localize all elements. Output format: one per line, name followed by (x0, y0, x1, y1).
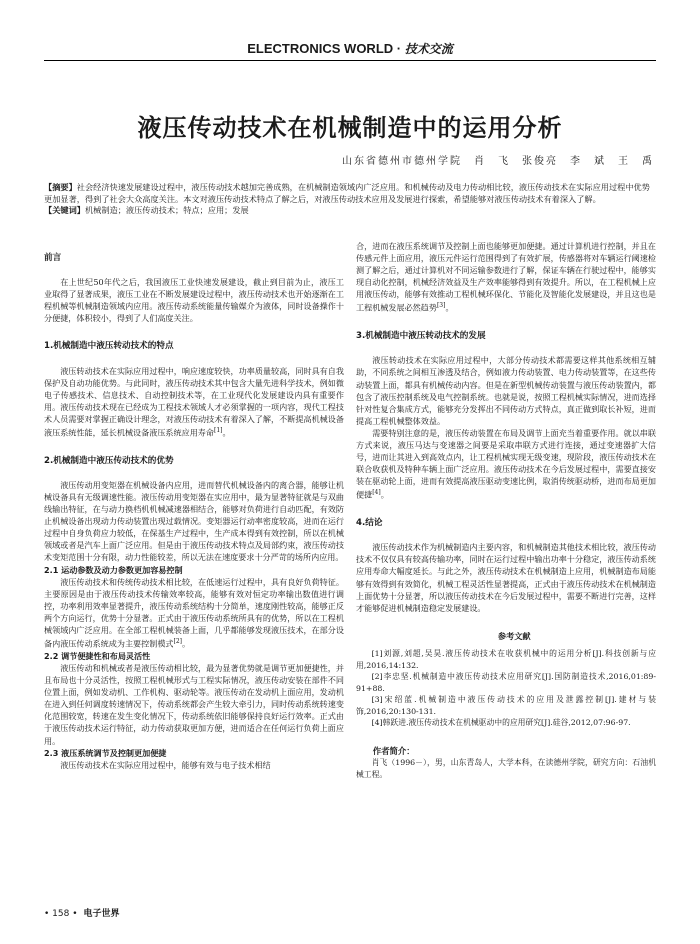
header-rule (44, 60, 656, 61)
section-heading-1: 1.机械制造中液压转动技术的特点 (44, 341, 174, 352)
subsection-heading-2-3: 2.3 液压系统调节及控制更加便捷 (44, 747, 167, 758)
section-heading-4: 4.结论 (356, 518, 383, 529)
citation: [3] (436, 302, 446, 310)
reference-item: [3]宋绍蓝.机械制造中液压传动技术的应用及泄露控制[J].建材与装饰,2016,20:130-131. (356, 695, 656, 716)
author-bio: 肖飞（1996－），男，山东青岛人，大学本科，在读德州学院，研究方向：石油机械工程。 (356, 758, 656, 779)
authors: 山东省德州市德州学院 肖 飞 张俊亮 李 斌 王 禹 (342, 156, 654, 167)
references-title: 参考文献 (497, 630, 531, 641)
paragraph: 液压传动技术和传统传动技术相比较，在低速运行过程中，具有良好负荷特征。主要原因是由于液压传动技术传输效率较高，能够有效对恒定功率输出数值进行调控，功率利用效率显著提升，液压传动系统结构十分简单，速度刚性较高，能够正反两个方向运行，优势十分显著。正式由于液压传动系统所具有的优势，所以在工程机械领域内广泛应用。在全部工程机械装备上面，几乎都能够发现液压技术，在部分设备内液压传动系统成为主要控制模式[2]。 (44, 576, 344, 649)
section-heading-intro: 前言 (44, 253, 62, 263)
reference-item: [4]韩跃进.液压传动技术在机械驱动中的应用研究[J].硅谷,2012,07:96-97. (371, 718, 631, 728)
article-title: 液压传动技术在机械制造中的运用分析 (137, 114, 563, 142)
citation: [2] (173, 638, 183, 646)
abstract (44, 182, 656, 217)
reference-item: [2]李忠坚.机械制造中液压传动技术应用研究[J].国防制造技术,2016,01:89-91+88. (356, 672, 656, 693)
paragraph: 在上世纪50年代之后，我国液压工业快速发展建设，截止到目前为止，液压工业取得了显著成果，液压工业在不断发展建设过程中，液压传动技术也开始逐渐在工程机械等机械制造领域内应用。液压传动系统能量传输媒介为液体，同时设备操作十分便捷，体积较小，得到了人们高度关注。 (44, 277, 344, 324)
reference-item: [1]刘源,刘超,吴昊.液压传动技术在收获机械中的运用分析[J].科技创新与应用,2016,14:132. (356, 648, 656, 670)
section-heading-2: 2.机械制造中液压传动技术的优势 (44, 455, 174, 466)
abstract-body: 社会经济快速发展建设过程中，液压传动技术越加完善成熟，在机械制造领域内广泛应用。和机械传动及电力传动相比较，液压传动技术在实际应用过程中优势更加显著，得到了社会大众高度关注。本文对液压传动技术特点了解之后，对液压传动技术应用及发展进行探索，希望能够对液压传动技术有着深入了解。 (44, 182, 650, 204)
right-column (356, 240, 656, 780)
paragraph: 需要特别注意的是，液压传动装置在布局及调节上面充当着重要作用。就以串联方式来说，液压马达与变速器之间要是采取串联方式进行连接，通过变速器扩大信号，进而让其进入到高效点内，让工程机械实现无级变速，现阶段，液压传动技术在联合收获机及特种车辆上面广泛应用。液压传动技术在今后发展过程中，需要直接安装在驱动轮上面，进而有效提高液压驱动变速比例，取消传统驱动桥，进而布局更加便捷[4]。 (356, 427, 656, 501)
paragraph: 液压转动技术在实际应用过程中，响应速度较快，功率质量较高，同时具有自我保护及自动功能优势。与此同时，液压传动技术其中包含大量先进科学技术，例如微电子传感技术、信息技术、自动控制技术等，在工业现代化发展建设内具有重要作用。液压传动技术现在已经成为工程技术领域人才必须掌握的一项内容，现代工程技术人员需要对掌握正确设计理念，对液压传动技术有着深入了解，不断提高机械设备液压系统性能，延长机械设备液压系统应用寿命[1]。 (44, 365, 344, 438)
section-name: 技术交流 (404, 42, 453, 56)
subsection-heading-2-1: 2.1 运动参数及动力参数更加容易控制 (44, 564, 183, 575)
paragraph: 液压传动技术作为机械制造内主要内容，和机械制造其他技术相比较，液压传动技术不仅仅具有较高传输功率，同时在运行过程中输出功率十分稳定，液压传动系统应用寿命大幅度延长。与此之外，液压传动技术在机械制造上应用，机械制造布局能够有效得到有效简化，机械工程灵活性显著提高，正式由于液压传动技术在机械制造上面优势十分显著，所以液压传动技术在今后发展过程中，需要不断进行完善，这样才能够促进机械制造稳定发展建设。 (356, 542, 656, 613)
citation: [4] (372, 489, 381, 497)
keywords (44, 205, 656, 217)
citation: [1] (213, 427, 223, 435)
subsection-heading-2-2: 2.2 调节便捷性和布局灵活性 (44, 650, 151, 661)
keywords-label: 【关键词】 (44, 205, 85, 216)
page-number: • 158 • (44, 909, 78, 919)
author-bio-title: 作者简介： (372, 746, 415, 757)
page-footer (44, 906, 120, 919)
paragraph: 液压转动技术在实际应用过程中，大部分传动技术都需要这样其他系统相互辅助，不同系统之间相互渗透及结合，例如液力传动装置、电力传动装置等，在这些传动装置上面，都具有机械传动内容。但是在新型机械传动装置与液压传动装置内，都包含了液压控制系统及电气控制系统。也就是说，按照工程机械实际情况，进而选择针对性复合集成方式，能够充分发挥出不同传动方式特点，真正做到取长补短，进而提高工程机械整体效益。 (356, 355, 656, 426)
section-heading-3: 3.机械制造中液压转动技术的发展 (356, 331, 486, 342)
abstract-text (44, 182, 656, 205)
keywords-body: 机械制造；液压传动技术；特点；应用；发展 (84, 205, 249, 216)
journal-name: ELECTRONICS WORLD (247, 41, 394, 56)
publication-name: 电子世界 (83, 909, 120, 919)
journal-header (0, 40, 700, 57)
header-separator: · (393, 41, 405, 56)
paragraph: 液压传动技术在实际应用过程中，能够有效与电子技术相结 (60, 759, 271, 770)
paragraph: 液压传动用变矩器在机械设备内应用，进而替代机械设备内的离合器，能够让机械设备具有无级调速性能。液压传动用变矩器在实应用中，最为显著特征就是与双曲线输出特征，在与动力换档机机械减速器相结合，能够对负荷进行自动匹配，有效防止机械设备出现动力传动装置出现过载情况。变矩器运行动率密度较高，进而在运行过程中自身负荷应力较低，在保基生产过程中，生产成本得到有效控制，所以在机械领域或者是汽车上面广泛应用。但是由于液压传动技术特点及局部约束，液压传动技术变矩范围十分有限，动力性能较差，所以无法在速度要求十分严苛的场所内应用。 (44, 479, 344, 563)
paragraph: 合，进而在液压系统调节及控制上面也能够更加便捷。通过计算机进行控制，并且在传感元件上面应用，液压元件运行范围得到了有效扩展，传感器将对车辆运行阈速检测了解之后，通过计算机对不同运输参数进行了解，保证车辆在行驶过程中，能够实现自动化控制，机械经济效益及生产效率能够得到有效提升。所以，在工程机械上应用液压传动，能够有效推动工程机械环保化、节能化及智能化发展建设，并且这也是工程机械发展必然趋势[3]。 (356, 241, 656, 314)
left-column (44, 246, 344, 771)
paragraph: 液压传动和机械或者是液压传动相比较，最为显著优势就是调节更加便捷性，并且布局也十分灵活性，按照工程机械形式与工程实际情况，液压传动安装在部件不同位置上面，例如发动机、工作机构、驱动轮等。液压传动在发动机上面应用，发动机在进入到任何调度转速情况下，传动系统都会产生较大牵引力，同时传动系统转速变化范围较宽，转速在发生变化情况下，传动系统依旧能够保持良好运行效率。正式由于液压传动技术运行特征，动力传动获取更加方便，进而适合在任何运行负荷上面应用。 (44, 663, 344, 746)
abstract-label: 【摘要】 (44, 182, 77, 192)
